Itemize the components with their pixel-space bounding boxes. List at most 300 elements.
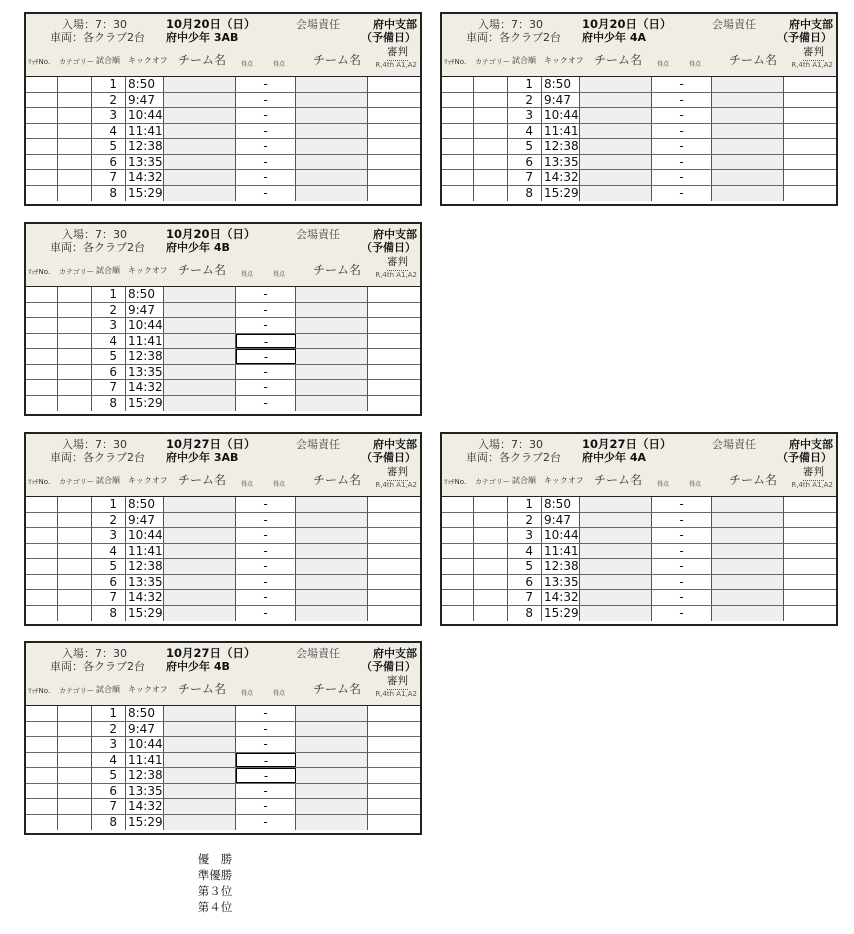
team-away-cell[interactable] [296, 93, 368, 108]
category-cell[interactable] [58, 590, 92, 605]
team-home-cell[interactable] [164, 544, 236, 559]
category-cell[interactable] [58, 606, 92, 622]
team-away-cell[interactable] [296, 606, 368, 622]
score-cell[interactable]: - [652, 606, 712, 622]
team-home-cell[interactable] [164, 380, 236, 395]
category-cell[interactable] [474, 93, 508, 108]
match-no-cell[interactable] [26, 349, 58, 364]
score-cell[interactable]: - [236, 334, 296, 349]
team-away-cell[interactable] [712, 513, 784, 528]
match-no-cell[interactable] [26, 334, 58, 349]
category-cell[interactable] [474, 186, 508, 202]
team-away-cell[interactable] [296, 365, 368, 380]
match-no-cell[interactable] [26, 186, 58, 202]
team-away-cell[interactable] [712, 93, 784, 108]
referee-cell[interactable] [368, 559, 420, 574]
score-cell[interactable]: - [236, 349, 296, 364]
team-home-cell[interactable] [164, 124, 236, 139]
kickoff-cell: 8:50 [542, 77, 580, 92]
team-home-cell[interactable] [164, 528, 236, 543]
team-home-cell[interactable] [164, 318, 236, 333]
referee-cell[interactable] [368, 318, 420, 333]
category-cell[interactable] [58, 139, 92, 154]
match-no-cell[interactable] [26, 722, 58, 737]
team-home-cell[interactable] [580, 124, 652, 139]
referee-cell[interactable] [368, 170, 420, 185]
team-away-cell[interactable] [296, 799, 368, 814]
team-away-cell[interactable] [296, 753, 368, 768]
score-cell[interactable]: - [652, 575, 712, 590]
score-cell[interactable]: - [236, 706, 296, 721]
category-cell[interactable] [58, 513, 92, 528]
category-cell[interactable] [58, 706, 92, 721]
table-row [26, 559, 420, 575]
referee-cell[interactable] [368, 706, 420, 721]
category-cell[interactable] [58, 396, 92, 412]
referee-cell[interactable] [784, 170, 836, 185]
referee-cell[interactable] [368, 108, 420, 123]
referee-cell[interactable] [784, 139, 836, 154]
team-away-cell[interactable] [712, 528, 784, 543]
team-home-cell[interactable] [580, 513, 652, 528]
category-cell[interactable] [58, 349, 92, 364]
match-no-cell[interactable] [26, 139, 58, 154]
team-home-cell[interactable] [164, 753, 236, 768]
referee-cell[interactable] [368, 544, 420, 559]
referee-cell[interactable] [784, 497, 836, 512]
referee-cell[interactable] [368, 365, 420, 380]
team-home-cell[interactable] [164, 77, 236, 92]
team-home-cell[interactable] [580, 77, 652, 92]
category-cell[interactable] [58, 365, 92, 380]
team-away-cell[interactable] [296, 124, 368, 139]
team-away-cell[interactable] [296, 303, 368, 318]
team-away-cell[interactable] [296, 722, 368, 737]
referee-cell[interactable] [368, 287, 420, 302]
team-away-cell[interactable] [296, 559, 368, 574]
match-no-cell[interactable] [26, 575, 58, 590]
referee-cell[interactable] [368, 513, 420, 528]
team-home-cell[interactable] [580, 186, 652, 202]
match-no-cell[interactable] [26, 287, 58, 302]
category-cell[interactable] [58, 303, 92, 318]
team-home-cell[interactable] [164, 287, 236, 302]
score-cell[interactable]: - [236, 396, 296, 412]
match-no-cell[interactable] [26, 799, 58, 814]
match-no-cell[interactable] [26, 170, 58, 185]
score-cell[interactable]: - [236, 768, 296, 783]
category-cell[interactable] [58, 497, 92, 512]
team-home-cell[interactable] [580, 155, 652, 170]
match-no-cell[interactable] [26, 77, 58, 92]
team-home-cell[interactable] [164, 513, 236, 528]
referee-cell[interactable] [368, 753, 420, 768]
match-no-cell[interactable] [26, 590, 58, 605]
referee-cell[interactable] [784, 108, 836, 123]
team-away-cell[interactable] [296, 318, 368, 333]
referee-cell[interactable] [368, 497, 420, 512]
team-away-cell[interactable] [712, 575, 784, 590]
team-home-cell[interactable] [164, 706, 236, 721]
match-no-cell[interactable] [26, 559, 58, 574]
category-cell[interactable] [58, 559, 92, 574]
match-no-cell[interactable] [26, 606, 58, 622]
score-cell[interactable]: - [652, 170, 712, 185]
category-cell[interactable] [58, 768, 92, 783]
match-no-cell[interactable] [442, 155, 474, 170]
score-cell[interactable]: - [236, 108, 296, 123]
team-home-cell[interactable] [164, 768, 236, 783]
referee-cell[interactable] [368, 155, 420, 170]
team-home-cell[interactable] [164, 575, 236, 590]
category-cell[interactable] [474, 77, 508, 92]
score-cell[interactable]: - [652, 590, 712, 605]
category-cell[interactable] [58, 170, 92, 185]
team-away-cell[interactable] [296, 737, 368, 752]
match-no-cell[interactable] [442, 590, 474, 605]
match-no-cell[interactable] [442, 544, 474, 559]
table-row [26, 706, 420, 722]
match-no-cell[interactable] [26, 380, 58, 395]
match-no-cell[interactable] [442, 497, 474, 512]
referee-cell[interactable] [368, 768, 420, 783]
category-cell[interactable] [474, 497, 508, 512]
score-cell[interactable]: - [236, 139, 296, 154]
score-cell[interactable]: - [236, 380, 296, 395]
referee-cell[interactable] [368, 380, 420, 395]
score-cell[interactable]: - [236, 287, 296, 302]
referee-cell[interactable] [784, 77, 836, 92]
score-cell[interactable]: - [236, 590, 296, 605]
referee-cell[interactable] [784, 590, 836, 605]
team-home-cell[interactable] [164, 349, 236, 364]
match-no-cell[interactable] [26, 784, 58, 799]
referee-cell[interactable] [784, 606, 836, 622]
match-no-cell[interactable] [442, 124, 474, 139]
match-no-cell[interactable] [26, 815, 58, 831]
team-away-cell[interactable] [712, 497, 784, 512]
category-cell[interactable] [474, 513, 508, 528]
category-cell[interactable] [474, 108, 508, 123]
score-cell[interactable]: - [236, 186, 296, 202]
team-away-cell[interactable] [296, 784, 368, 799]
team-away-cell[interactable] [296, 170, 368, 185]
match-no-cell[interactable] [26, 497, 58, 512]
score-cell[interactable]: - [236, 170, 296, 185]
score-cell[interactable]: - [236, 318, 296, 333]
team-home-cell[interactable] [164, 815, 236, 831]
match-no-cell[interactable] [442, 559, 474, 574]
category-cell[interactable] [58, 753, 92, 768]
category-cell[interactable] [474, 590, 508, 605]
team-home-cell[interactable] [164, 334, 236, 349]
team-home-cell[interactable] [164, 365, 236, 380]
referee-cell[interactable] [784, 124, 836, 139]
score-cell[interactable]: - [236, 77, 296, 92]
match-no-cell[interactable] [26, 753, 58, 768]
team-home-cell[interactable] [580, 93, 652, 108]
category-cell[interactable] [58, 155, 92, 170]
team-away-cell[interactable] [712, 559, 784, 574]
match-no-cell[interactable] [26, 124, 58, 139]
team-home-cell[interactable] [164, 139, 236, 154]
team-home-cell[interactable] [580, 528, 652, 543]
team-away-cell[interactable] [296, 497, 368, 512]
team-away-cell[interactable] [296, 706, 368, 721]
category-cell[interactable] [474, 124, 508, 139]
referee-cell[interactable] [368, 186, 420, 202]
score-cell[interactable]: - [236, 784, 296, 799]
match-no-cell[interactable] [26, 737, 58, 752]
match-no-cell[interactable] [442, 93, 474, 108]
referee-cell[interactable] [784, 544, 836, 559]
match-no-cell[interactable] [26, 706, 58, 721]
team-away-cell[interactable] [712, 155, 784, 170]
team-away-cell[interactable] [296, 575, 368, 590]
team-away-cell[interactable] [712, 606, 784, 622]
score-cell[interactable]: - [236, 606, 296, 622]
entry-time: 入場：7：30 [478, 438, 543, 451]
category-cell[interactable] [58, 784, 92, 799]
score-cell[interactable]: - [236, 722, 296, 737]
match-no-cell[interactable] [442, 575, 474, 590]
match-no-cell[interactable] [26, 513, 58, 528]
team-home-cell[interactable] [164, 170, 236, 185]
team-away-cell[interactable] [712, 186, 784, 202]
score-cell[interactable]: - [236, 365, 296, 380]
score-cell[interactable]: - [236, 559, 296, 574]
category-cell[interactable] [474, 575, 508, 590]
referee-cell[interactable] [368, 77, 420, 92]
team-home-cell[interactable] [580, 590, 652, 605]
team-away-cell[interactable] [712, 77, 784, 92]
match-no-cell[interactable] [26, 544, 58, 559]
team-away-cell[interactable] [712, 124, 784, 139]
score-cell[interactable]: - [236, 737, 296, 752]
referee-cell[interactable] [368, 799, 420, 814]
match-no-cell[interactable] [26, 768, 58, 783]
category-cell[interactable] [58, 77, 92, 92]
match-no-cell[interactable] [26, 318, 58, 333]
referee-cell[interactable] [368, 815, 420, 831]
match-no-cell[interactable] [442, 139, 474, 154]
referee-cell[interactable] [784, 513, 836, 528]
score-cell[interactable]: - [652, 497, 712, 512]
category-cell[interactable] [58, 799, 92, 814]
score-cell[interactable]: - [652, 155, 712, 170]
category-cell[interactable] [58, 380, 92, 395]
category-cell[interactable] [474, 544, 508, 559]
team-home-cell[interactable] [164, 590, 236, 605]
referee-cell[interactable] [368, 722, 420, 737]
col-team-away: チーム名 [313, 263, 362, 277]
score-cell[interactable]: - [236, 513, 296, 528]
kickoff-cell: 12:38 [128, 349, 163, 363]
team-home-cell[interactable] [580, 606, 652, 622]
team-away-cell[interactable] [712, 544, 784, 559]
match-no-cell[interactable] [26, 108, 58, 123]
category-cell[interactable] [474, 139, 508, 154]
team-home-cell[interactable] [164, 606, 236, 622]
category-cell[interactable] [58, 108, 92, 123]
team-away-cell[interactable] [296, 544, 368, 559]
team-home-cell[interactable] [164, 155, 236, 170]
score-cell[interactable]: - [652, 559, 712, 574]
team-away-cell[interactable] [296, 528, 368, 543]
referee-cell[interactable] [368, 606, 420, 622]
team-away-cell[interactable] [712, 139, 784, 154]
score-cell[interactable]: - [236, 93, 296, 108]
referee-cell[interactable] [368, 575, 420, 590]
category-cell[interactable] [58, 318, 92, 333]
team-home-cell[interactable] [164, 186, 236, 202]
team-away-cell[interactable] [296, 186, 368, 202]
score-cell[interactable]: - [236, 575, 296, 590]
category-cell[interactable] [58, 737, 92, 752]
category-cell[interactable] [474, 528, 508, 543]
score-cell[interactable]: - [236, 528, 296, 543]
team-home-cell[interactable] [164, 396, 236, 412]
category-cell[interactable] [58, 93, 92, 108]
category-cell[interactable] [58, 186, 92, 202]
team-away-cell[interactable] [296, 108, 368, 123]
referee-cell[interactable] [368, 303, 420, 318]
team-home-cell[interactable] [164, 93, 236, 108]
match-no-cell[interactable] [26, 528, 58, 543]
match-no-cell[interactable] [442, 77, 474, 92]
team-home-cell[interactable] [580, 139, 652, 154]
score-cell[interactable]: - [652, 108, 712, 123]
team-home-cell[interactable] [164, 303, 236, 318]
referee-cell[interactable] [368, 737, 420, 752]
team-away-cell[interactable] [296, 349, 368, 364]
team-home-cell[interactable] [164, 784, 236, 799]
referee-cell[interactable] [784, 93, 836, 108]
category-cell[interactable] [58, 575, 92, 590]
category-cell[interactable] [58, 815, 92, 831]
category-cell[interactable] [58, 124, 92, 139]
team-home-cell[interactable] [580, 170, 652, 185]
team-home-cell[interactable] [580, 544, 652, 559]
category-cell[interactable] [58, 544, 92, 559]
score-cell[interactable]: - [652, 513, 712, 528]
score-cell[interactable]: - [236, 155, 296, 170]
referee-cell[interactable] [368, 124, 420, 139]
category-cell[interactable] [474, 559, 508, 574]
team-away-cell[interactable] [296, 77, 368, 92]
match-no-cell[interactable] [26, 303, 58, 318]
team-away-cell[interactable] [296, 334, 368, 349]
team-away-cell[interactable] [712, 590, 784, 605]
score-cell[interactable]: - [652, 544, 712, 559]
match-no-cell[interactable] [442, 170, 474, 185]
team-away-cell[interactable] [296, 380, 368, 395]
match-no-cell[interactable] [26, 155, 58, 170]
team-home-cell[interactable] [164, 108, 236, 123]
order-cell: 7 [92, 799, 126, 814]
team-away-cell[interactable] [296, 287, 368, 302]
referee-cell[interactable] [368, 528, 420, 543]
team-home-cell[interactable] [164, 497, 236, 512]
referee-cell[interactable] [368, 590, 420, 605]
score-cell[interactable]: - [652, 139, 712, 154]
referee-cell[interactable] [784, 528, 836, 543]
referee-cell[interactable] [368, 334, 420, 349]
team-home-cell[interactable] [580, 575, 652, 590]
kickoff-cell: 10:44 [544, 528, 579, 542]
category-cell[interactable] [58, 334, 92, 349]
category-cell[interactable] [58, 722, 92, 737]
category-cell[interactable] [474, 606, 508, 622]
score-cell[interactable]: - [236, 497, 296, 512]
referee-cell[interactable] [368, 784, 420, 799]
match-no-cell[interactable] [442, 513, 474, 528]
score-cell[interactable]: - [236, 753, 296, 768]
category-cell[interactable] [474, 170, 508, 185]
score-cell[interactable]: - [652, 77, 712, 92]
team-home-cell[interactable] [164, 722, 236, 737]
team-home-cell[interactable] [164, 799, 236, 814]
team-away-cell[interactable] [296, 768, 368, 783]
score-cell[interactable]: - [652, 124, 712, 139]
score-cell[interactable]: - [236, 303, 296, 318]
team-away-cell[interactable] [712, 170, 784, 185]
referee-cell[interactable] [368, 139, 420, 154]
table-row [442, 93, 836, 109]
team-home-cell[interactable] [164, 737, 236, 752]
score-cell[interactable]: - [236, 815, 296, 831]
referee-cell[interactable] [784, 575, 836, 590]
referee-cell[interactable] [784, 155, 836, 170]
match-no-cell[interactable] [26, 93, 58, 108]
team-away-cell[interactable] [296, 815, 368, 831]
team-home-cell[interactable] [580, 108, 652, 123]
score-cell[interactable]: - [236, 544, 296, 559]
score-cell[interactable]: - [236, 799, 296, 814]
col-order: 試合順 [512, 56, 536, 65]
referee-cell[interactable] [784, 186, 836, 202]
kickoff-cell: 15:29 [128, 185, 163, 200]
match-no-cell[interactable] [442, 186, 474, 202]
team-away-cell[interactable] [712, 108, 784, 123]
category-cell[interactable] [58, 287, 92, 302]
referee-cell[interactable] [784, 559, 836, 574]
kickoff-cell: 10:44 [128, 108, 163, 122]
team-home-cell[interactable] [164, 559, 236, 574]
match-no-cell[interactable] [442, 528, 474, 543]
score-cell[interactable]: - [236, 124, 296, 139]
team-away-cell[interactable] [296, 513, 368, 528]
team-away-cell[interactable] [296, 139, 368, 154]
score-cell[interactable]: - [652, 528, 712, 543]
referee-cell[interactable] [368, 396, 420, 412]
referee-cell[interactable] [368, 93, 420, 108]
match-no-cell[interactable] [26, 396, 58, 412]
score-cell[interactable]: - [652, 93, 712, 108]
referee-cell[interactable] [368, 349, 420, 364]
category-cell[interactable] [58, 528, 92, 543]
team-away-cell[interactable] [296, 155, 368, 170]
team-home-cell[interactable] [580, 497, 652, 512]
team-home-cell[interactable] [580, 559, 652, 574]
team-away-cell[interactable] [296, 590, 368, 605]
match-no-cell[interactable] [442, 606, 474, 622]
score-cell[interactable]: - [652, 186, 712, 202]
match-no-cell[interactable] [442, 108, 474, 123]
category-cell[interactable] [474, 155, 508, 170]
match-no-cell[interactable] [26, 365, 58, 380]
team-away-cell[interactable] [296, 396, 368, 412]
